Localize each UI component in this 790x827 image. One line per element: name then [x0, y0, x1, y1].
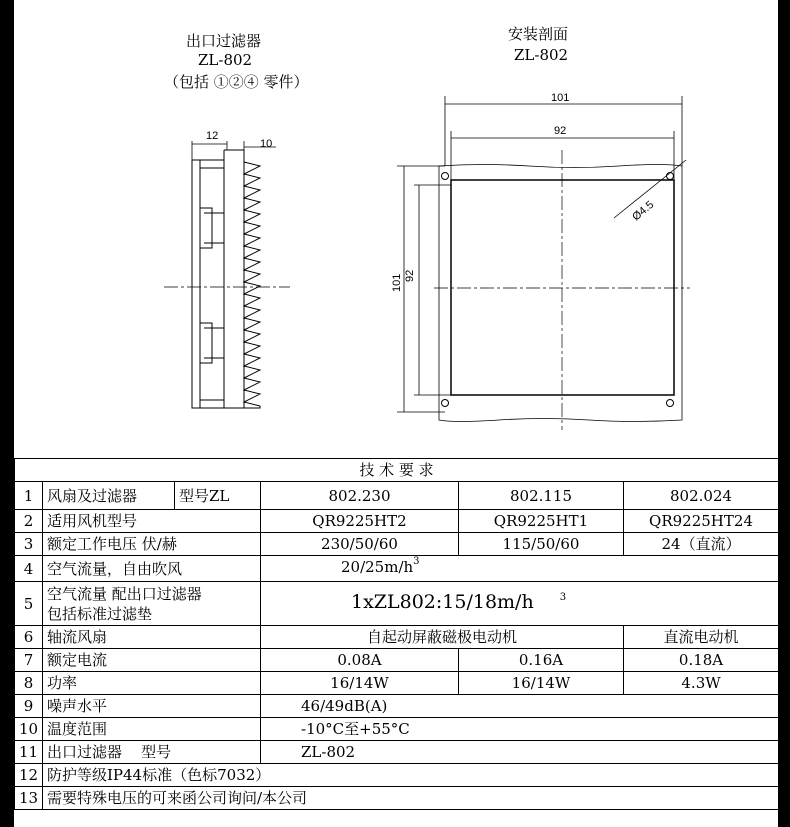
- row-label: 功率: [43, 672, 261, 695]
- row-label-line1: 空气流量 配出口过滤器: [47, 584, 202, 603]
- table-row: [15, 482, 779, 510]
- row-label: 防护等级IP44标准（色标7032）: [43, 764, 779, 787]
- dim-outer-width-label: 101: [551, 92, 570, 104]
- technical-requirements-table: [14, 458, 779, 810]
- cell-value: QR9225HT2: [261, 510, 459, 533]
- row-label: 适用风机型号: [43, 510, 261, 533]
- left-drawing-model: ZL-802: [198, 51, 253, 69]
- left-drawing-title: 出口过滤器: [186, 32, 262, 50]
- dim-depth-label: 10: [260, 138, 273, 150]
- row-number: 9: [15, 695, 43, 718]
- row-label: 需要特殊电压的可来函公司询问/本公司: [43, 787, 779, 810]
- row-number: 2: [15, 510, 43, 533]
- dim-outer-height-label: 101: [391, 273, 403, 292]
- row-label: 噪声水平: [43, 695, 261, 718]
- table-row: [15, 626, 779, 649]
- row-number: 4: [15, 556, 43, 582]
- cell-value: -10°C至+55°C: [261, 718, 779, 741]
- cell-value: 46/49dB(A): [261, 695, 779, 718]
- table-row: [15, 533, 779, 556]
- cell-value: 0.16A: [459, 649, 624, 672]
- row-number: 12: [15, 764, 43, 787]
- right-drawing-title: 安装剖面: [508, 25, 569, 43]
- installation-cutout-drawing: [14, 0, 778, 458]
- row-number: 3: [15, 533, 43, 556]
- row-number: 7: [15, 649, 43, 672]
- row-label: 温度范围: [43, 718, 261, 741]
- cell-value: 16/14W: [261, 672, 459, 695]
- table-title: 技 术 要 求: [15, 459, 779, 482]
- airflow-filter-value: 1xZL802:15/18m/h: [351, 590, 534, 613]
- cell-value: 直流电动机: [624, 626, 779, 649]
- row-label: 风扇及过滤器: [43, 482, 175, 510]
- cell-value: [261, 556, 779, 582]
- table-header-row: [15, 459, 779, 482]
- cell-value: 0.18A: [624, 649, 779, 672]
- row-number: 1: [15, 482, 43, 510]
- cell-value: QR9225HT1: [459, 510, 624, 533]
- superscript: 3: [559, 591, 567, 603]
- row-label: [43, 582, 261, 626]
- cell-value: 16/14W: [459, 672, 624, 695]
- row-label: 额定电流: [43, 649, 261, 672]
- table-row: [15, 649, 779, 672]
- left-drawing-note: （包括 ①②④ 零件）: [164, 73, 309, 91]
- airflow-free-value: 20/25m/h: [341, 558, 414, 576]
- cell-value: 230/50/60: [261, 533, 459, 556]
- technical-sheet: [14, 0, 778, 827]
- row-label: 轴流风扇: [43, 626, 261, 649]
- table-row: [15, 718, 779, 741]
- right-drawing-model: ZL-802: [514, 46, 569, 64]
- cell-value: 24（直流）: [624, 533, 779, 556]
- row-label: 额定工作电压 伏/赫: [43, 533, 261, 556]
- cell-value: 802.230: [261, 482, 459, 510]
- row-number: 8: [15, 672, 43, 695]
- cell-value: 115/50/60: [459, 533, 624, 556]
- row-number: 5: [15, 582, 43, 626]
- table-row: [15, 741, 779, 764]
- cell-value: 0.08A: [261, 649, 459, 672]
- row-number: 11: [15, 741, 43, 764]
- table-row: [15, 672, 779, 695]
- dim-inner-width-label: 92: [554, 125, 567, 137]
- dim-inner-height-label: 92: [404, 269, 416, 282]
- cell-value: QR9225HT24: [624, 510, 779, 533]
- cell-value: 802.024: [624, 482, 779, 510]
- table-row: [15, 510, 779, 533]
- row-number: 10: [15, 718, 43, 741]
- cell-value: [261, 582, 779, 626]
- cell-value: 自起动屏蔽磁极电动机: [261, 626, 624, 649]
- dim-width-label: 12: [206, 130, 219, 142]
- table-row: [15, 695, 779, 718]
- table-row: [15, 787, 779, 810]
- table-row: [15, 582, 779, 626]
- row-number: 6: [15, 626, 43, 649]
- table-row: [15, 556, 779, 582]
- row-label: 空气流量，自由吹风: [43, 556, 261, 582]
- table-row: [15, 764, 779, 787]
- cell-value: ZL-802: [261, 741, 779, 764]
- cell-value: 4.3W: [624, 672, 779, 695]
- superscript: 3: [413, 556, 420, 567]
- cell-value: 802.115: [459, 482, 624, 510]
- row-number: 13: [15, 787, 43, 810]
- hole-diameter-label: Ø4.5: [630, 198, 657, 224]
- row-sublabel: 型号ZL: [175, 482, 261, 510]
- row-label-line2: 包括标准过滤垫: [47, 604, 153, 623]
- row-label: 出口过滤器 型号: [43, 741, 261, 764]
